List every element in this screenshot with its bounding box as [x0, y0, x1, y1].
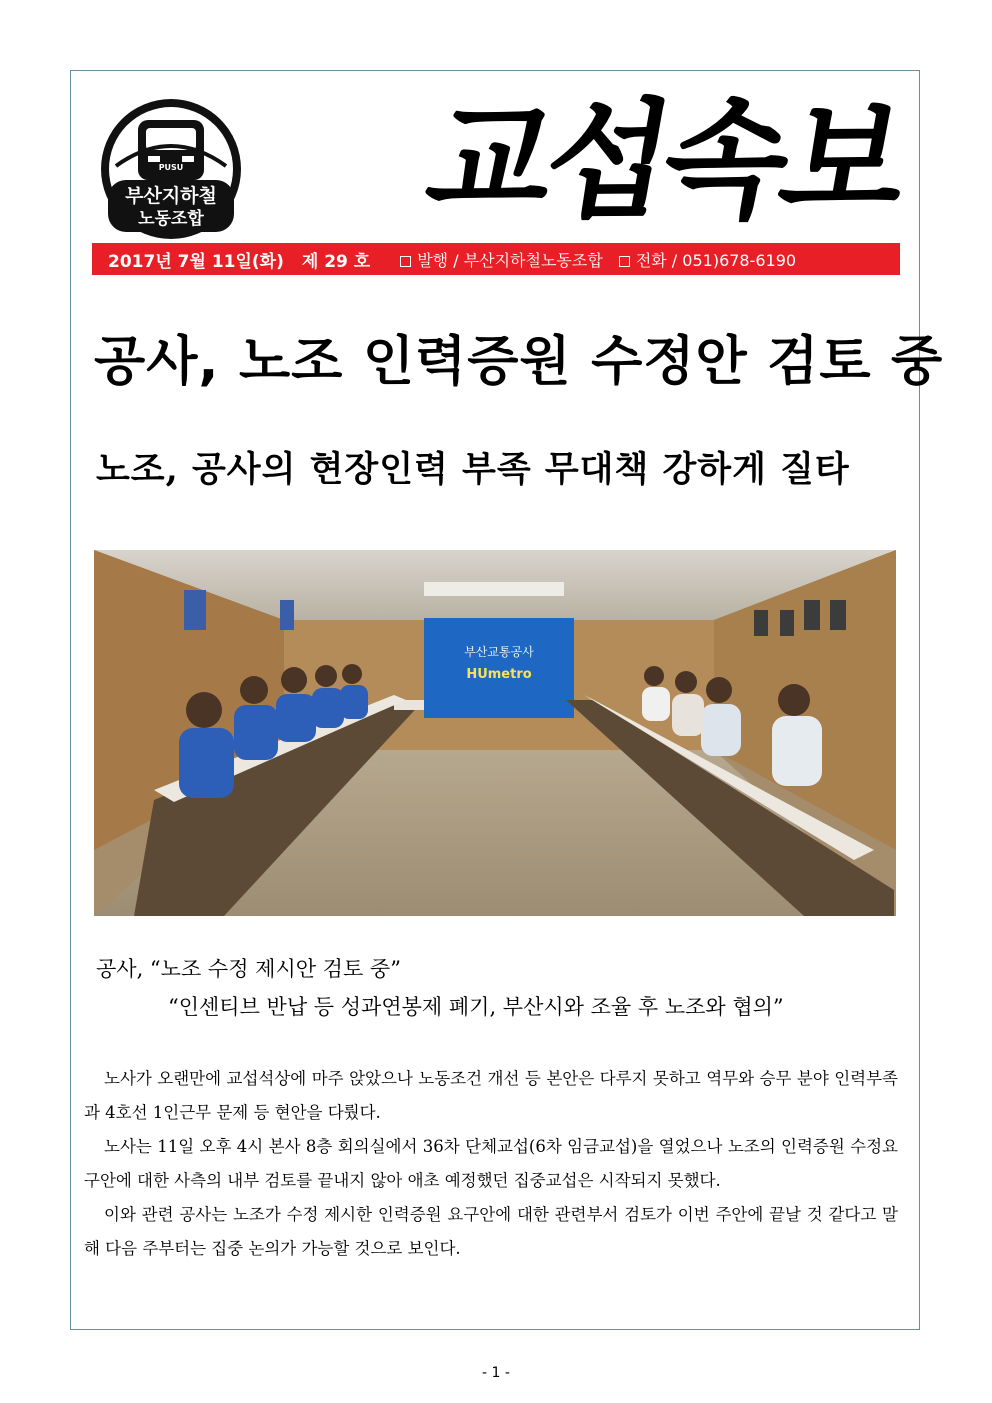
article-body	[84, 1062, 898, 1266]
phone-text: 전화 / 051)678-6190	[635, 250, 797, 270]
photo-banner-line2: HUmetro	[466, 667, 532, 682]
logo-line2: 노동조합	[138, 209, 204, 229]
checkbox-icon	[619, 256, 630, 267]
meeting-photo	[94, 550, 896, 916]
logo-line1: 부산지하철	[125, 185, 217, 207]
publisher-text: 발행 / 부산지하철노동조합	[417, 250, 603, 270]
paragraph: 이와 관련 공사는 노조가 수정 제시한 인력증원 요구안에 대한 관련부서 검토가 이번 주안에 끝날 것 같다고 말해 다음 주부터는 집중 논의가 가능할 것으로 보인다.	[84, 1205, 898, 1258]
quote-incentive: “인센티브 반납 등 성과연봉제 폐기, 부산시와 조율 후 노조와 협의”	[168, 995, 784, 1019]
quote-company: 공사, “노조 수정 제시안 검토 중”	[96, 957, 401, 981]
photo-banner-line1: 부산교통공사	[464, 645, 534, 659]
issue-number: 제 29 호	[301, 251, 371, 272]
page-number: - 1 -	[482, 1365, 510, 1381]
paragraph: 노사는 11일 오후 4시 본사 8층 회의실에서 36차 단체교섭(6차 임금교섭)을 열었으나 노조의 인력증원 수정요구안에 대한 사측의 내부 검토를 끝내지 않아 애초 예정했던 집중교섭은 시작되지 못했다.	[84, 1137, 898, 1190]
phone-info	[619, 248, 796, 271]
issue-bar	[92, 243, 900, 275]
paragraph: 노사가 오랜만에 교섭석상에 마주 앉았으나 노동조건 개선 등 본안은 다루지 못하고 역무와 승무 분야 인력부족과 4호선 1인근무 문제 등 현안을 다뤘다.	[84, 1069, 898, 1122]
publisher-info	[400, 248, 603, 271]
headline: 공사, 노조 인력증원 수정안 검토 중	[94, 331, 944, 392]
logo-train-text: PUSU	[158, 163, 184, 172]
subheadline: 노조, 공사의 현장인력 부족 무대책 강하게 질타	[96, 449, 850, 490]
checkbox-icon	[400, 256, 411, 267]
issue-date: 2017년 7월 11일(화)	[108, 251, 284, 272]
masthead-title: 교섭속보	[416, 87, 914, 236]
union-logo	[98, 96, 244, 242]
